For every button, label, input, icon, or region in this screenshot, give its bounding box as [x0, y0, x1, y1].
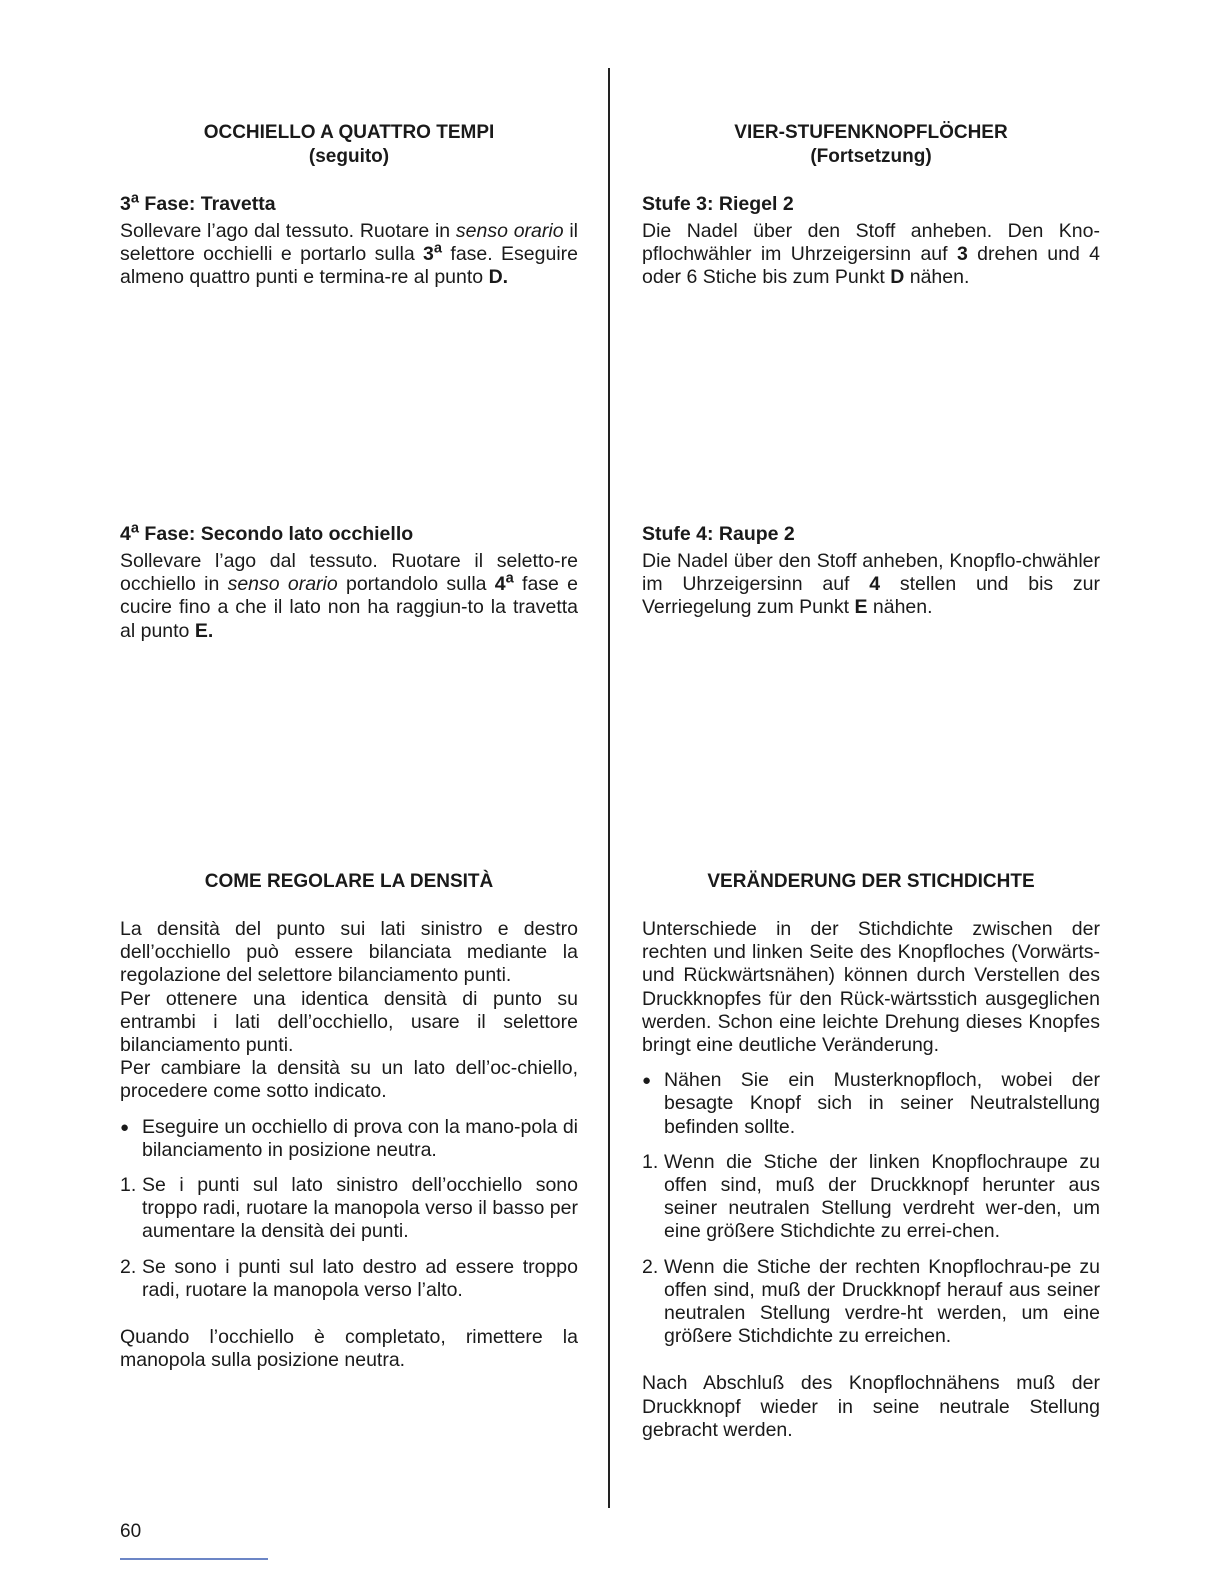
- right-step4-heading: Stufe 4: Raupe 2: [642, 523, 795, 545]
- left-step3-heading: 3$^a$ Fase: Travetta: [120, 190, 276, 215]
- right-title: VIER-STUFENKNOPFLÖCHER: [734, 122, 1008, 143]
- right-density-title: VERÄNDERUNG DER STICHDICHTE: [707, 871, 1035, 892]
- left-density-item-1: 1. Se i punti sul lato sinistro dell’occhiello sono troppo radi, ruotare la manopola verso il basso per aumentare la densità dei punti.: [120, 1174, 578, 1243]
- column-divider: [608, 68, 610, 1508]
- right-step3-heading: Stufe 3: Riegel 2: [642, 193, 794, 215]
- left-step4-text: Sollevare l’ago dal tessuto. Ruotare il seletto-re occhiello in senso orario portandolo sulla 4$^a$ fase e cucire fino a che il lato non ha raggiun-to la travetta al punto E.: [120, 550, 578, 642]
- left-step4-heading: 4$^a$ Fase: Secondo lato occhiello: [120, 520, 414, 545]
- footer-rule: [120, 1558, 268, 1560]
- bullet-icon: ●: [642, 1072, 652, 1090]
- right-density-p1: Unterschiede in der Stichdichte zwischen der rechten und linken Seite des Knopfloches (Vorwärts- und Rückwärtsnähen) können durch Verstellen des Druckknopfes für den Rück-wärtsstich ausgeglichen werden. Schon eine leichte Drehung dieses Knopfes bringt eine deutliche Veränderung.: [642, 918, 1100, 1057]
- right-step4: [642, 522, 1100, 620]
- left-header: [120, 121, 578, 169]
- left-density-closing: Quando l’occhiello è completato, rimettere la manopola sulla posizione neutra.: [120, 1326, 578, 1372]
- right-density-closing: Nach Abschluß des Knopflochnähens muß der Druckknopf wieder in seine neutrale Stellung gebracht werden.: [642, 1372, 1100, 1441]
- right-density-bullet: ● Nähen Sie ein Musterknopfloch, wobei der besagte Knopf sich in seiner Neutralstellung befinden sollte.: [642, 1069, 1100, 1138]
- left-step3: [120, 192, 578, 290]
- right-step4-text: Die Nadel über den Stoff anheben, Knopflo-chwähler im Uhrzeigersinn auf 4 stellen und bis zur Verriegelung zum Punkt E nähen.: [642, 550, 1100, 619]
- right-header: [642, 121, 1100, 169]
- right-density: [642, 870, 1100, 1442]
- right-step3: [642, 192, 1100, 290]
- right-subtitle: (Fortsetzung): [810, 146, 932, 167]
- page-number: 60: [120, 1521, 142, 1542]
- left-density-bullet: ● Eseguire un occhiello di prova con la mano-pola di bilanciamento in posizione neutra.: [120, 1115, 578, 1161]
- left-density-item-2: 2. Se sono i punti sul lato destro ad essere troppo radi, ruotare la manopola verso l’alto.: [120, 1255, 578, 1301]
- left-density-p2: Per ottenere una identica densità di punto su entrambi i lati dell’occhiello, usare il selettore bilanciamento punti.: [120, 987, 578, 1057]
- left-density-p3: Per cambiare la densità su un lato dell’oc-chiello, procedere come sotto indicato.: [120, 1057, 578, 1103]
- left-title: OCCHIELLO A QUATTRO TEMPI: [203, 122, 495, 143]
- left-density-p1: La densità del punto sui lati sinistro e destro dell’occhiello può essere bilanciata mediante la regolazione del selettore bilanciamento punti.: [120, 918, 578, 987]
- left-density: [120, 870, 578, 1372]
- right-step3-text: Die Nadel über den Stoff anheben. Den Kno-pflochwähler im Uhrzeigersinn auf 3 drehen und 4 oder 6 Stiche bis zum Punkt D nähen.: [642, 220, 1100, 289]
- bullet-icon: ●: [120, 1118, 130, 1136]
- left-step4: [120, 522, 578, 643]
- left-subtitle: (seguito): [308, 146, 390, 167]
- right-density-item-1: 1. Wenn die Stiche der linken Knopflochraupe zu offen sind, muß der Druckknopf herunter aus seiner neutralen Stellung verdreht wer-den, um eine größere Stichdichte zu errei-chen.: [642, 1150, 1100, 1243]
- left-density-title: COME REGOLARE LA DENSITÀ: [204, 871, 494, 892]
- right-density-item-2: 2. Wenn die Stiche der rechten Knopflochrau-pe zu offen sind, muß der Druckknopf herauf aus seiner neutralen Stellung verdre-ht werden, um eine größere Stichdichte zu erreichen.: [642, 1255, 1100, 1348]
- left-step3-text: Sollevare l’ago dal tessuto. Ruotare in senso orario il selettore occhielli e portarlo sulla 3$^a$ fase. Eseguire almeno quattro punti e termina-re al punto D.: [120, 220, 579, 289]
